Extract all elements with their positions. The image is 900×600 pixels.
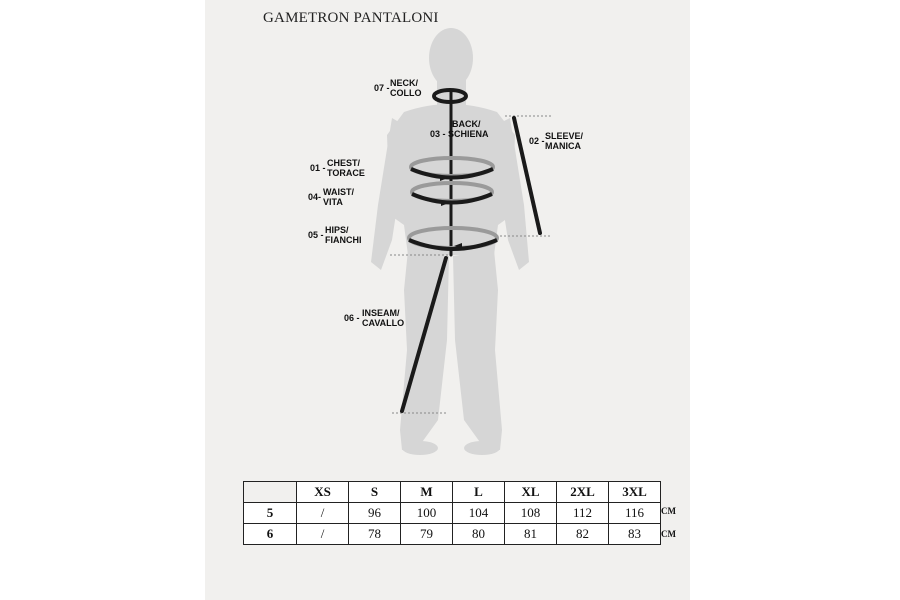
table-header-cell (244, 482, 297, 503)
table-cell: 116 (609, 503, 661, 524)
table-row (244, 503, 661, 524)
table-cell: / (297, 524, 349, 545)
table-cell: / (297, 503, 349, 524)
table-cell: 80 (453, 524, 505, 545)
table-cell: 83 (609, 524, 661, 545)
table-header-cell: L (453, 482, 505, 503)
label-back: BACK/ 03 - SCHIENA (430, 119, 489, 139)
label-hips: 05 - HIPS/ FIANCHI (308, 225, 362, 245)
table-cell: 82 (557, 524, 609, 545)
table-header-cell: XS (297, 482, 349, 503)
table-cell: 81 (505, 524, 557, 545)
row-unit: CM (661, 529, 676, 539)
row-label: 6 (244, 524, 297, 545)
table-cell: 112 (557, 503, 609, 524)
table-cell: 96 (349, 503, 401, 524)
table-cell: 108 (505, 503, 557, 524)
table-header-cell: 3XL (609, 482, 661, 503)
table-cell: 78 (349, 524, 401, 545)
page-title: GAMETRON PANTALONI (263, 10, 439, 26)
table-header-row (244, 482, 661, 503)
label-neck: 07 - NECK/ COLLO (374, 78, 422, 98)
size-table (243, 481, 661, 545)
row-unit: CM (661, 506, 676, 516)
label-chest: 01 - CHEST/ TORACE (310, 158, 365, 178)
table-header-cell: XL (505, 482, 557, 503)
table-header-cell: M (401, 482, 453, 503)
table-header-cell: S (349, 482, 401, 503)
table-row (244, 524, 661, 545)
table-header-cell: 2XL (557, 482, 609, 503)
table-cell: 100 (401, 503, 453, 524)
table-cell: 79 (401, 524, 453, 545)
row-label: 5 (244, 503, 297, 524)
table-cell: 104 (453, 503, 505, 524)
label-waist: 04- WAIST/ VITA (308, 187, 354, 207)
label-sleeve: 02 - SLEEVE/ MANICA (529, 131, 584, 151)
label-inseam: 06 - INSEAM/ CAVALLO (344, 308, 405, 328)
